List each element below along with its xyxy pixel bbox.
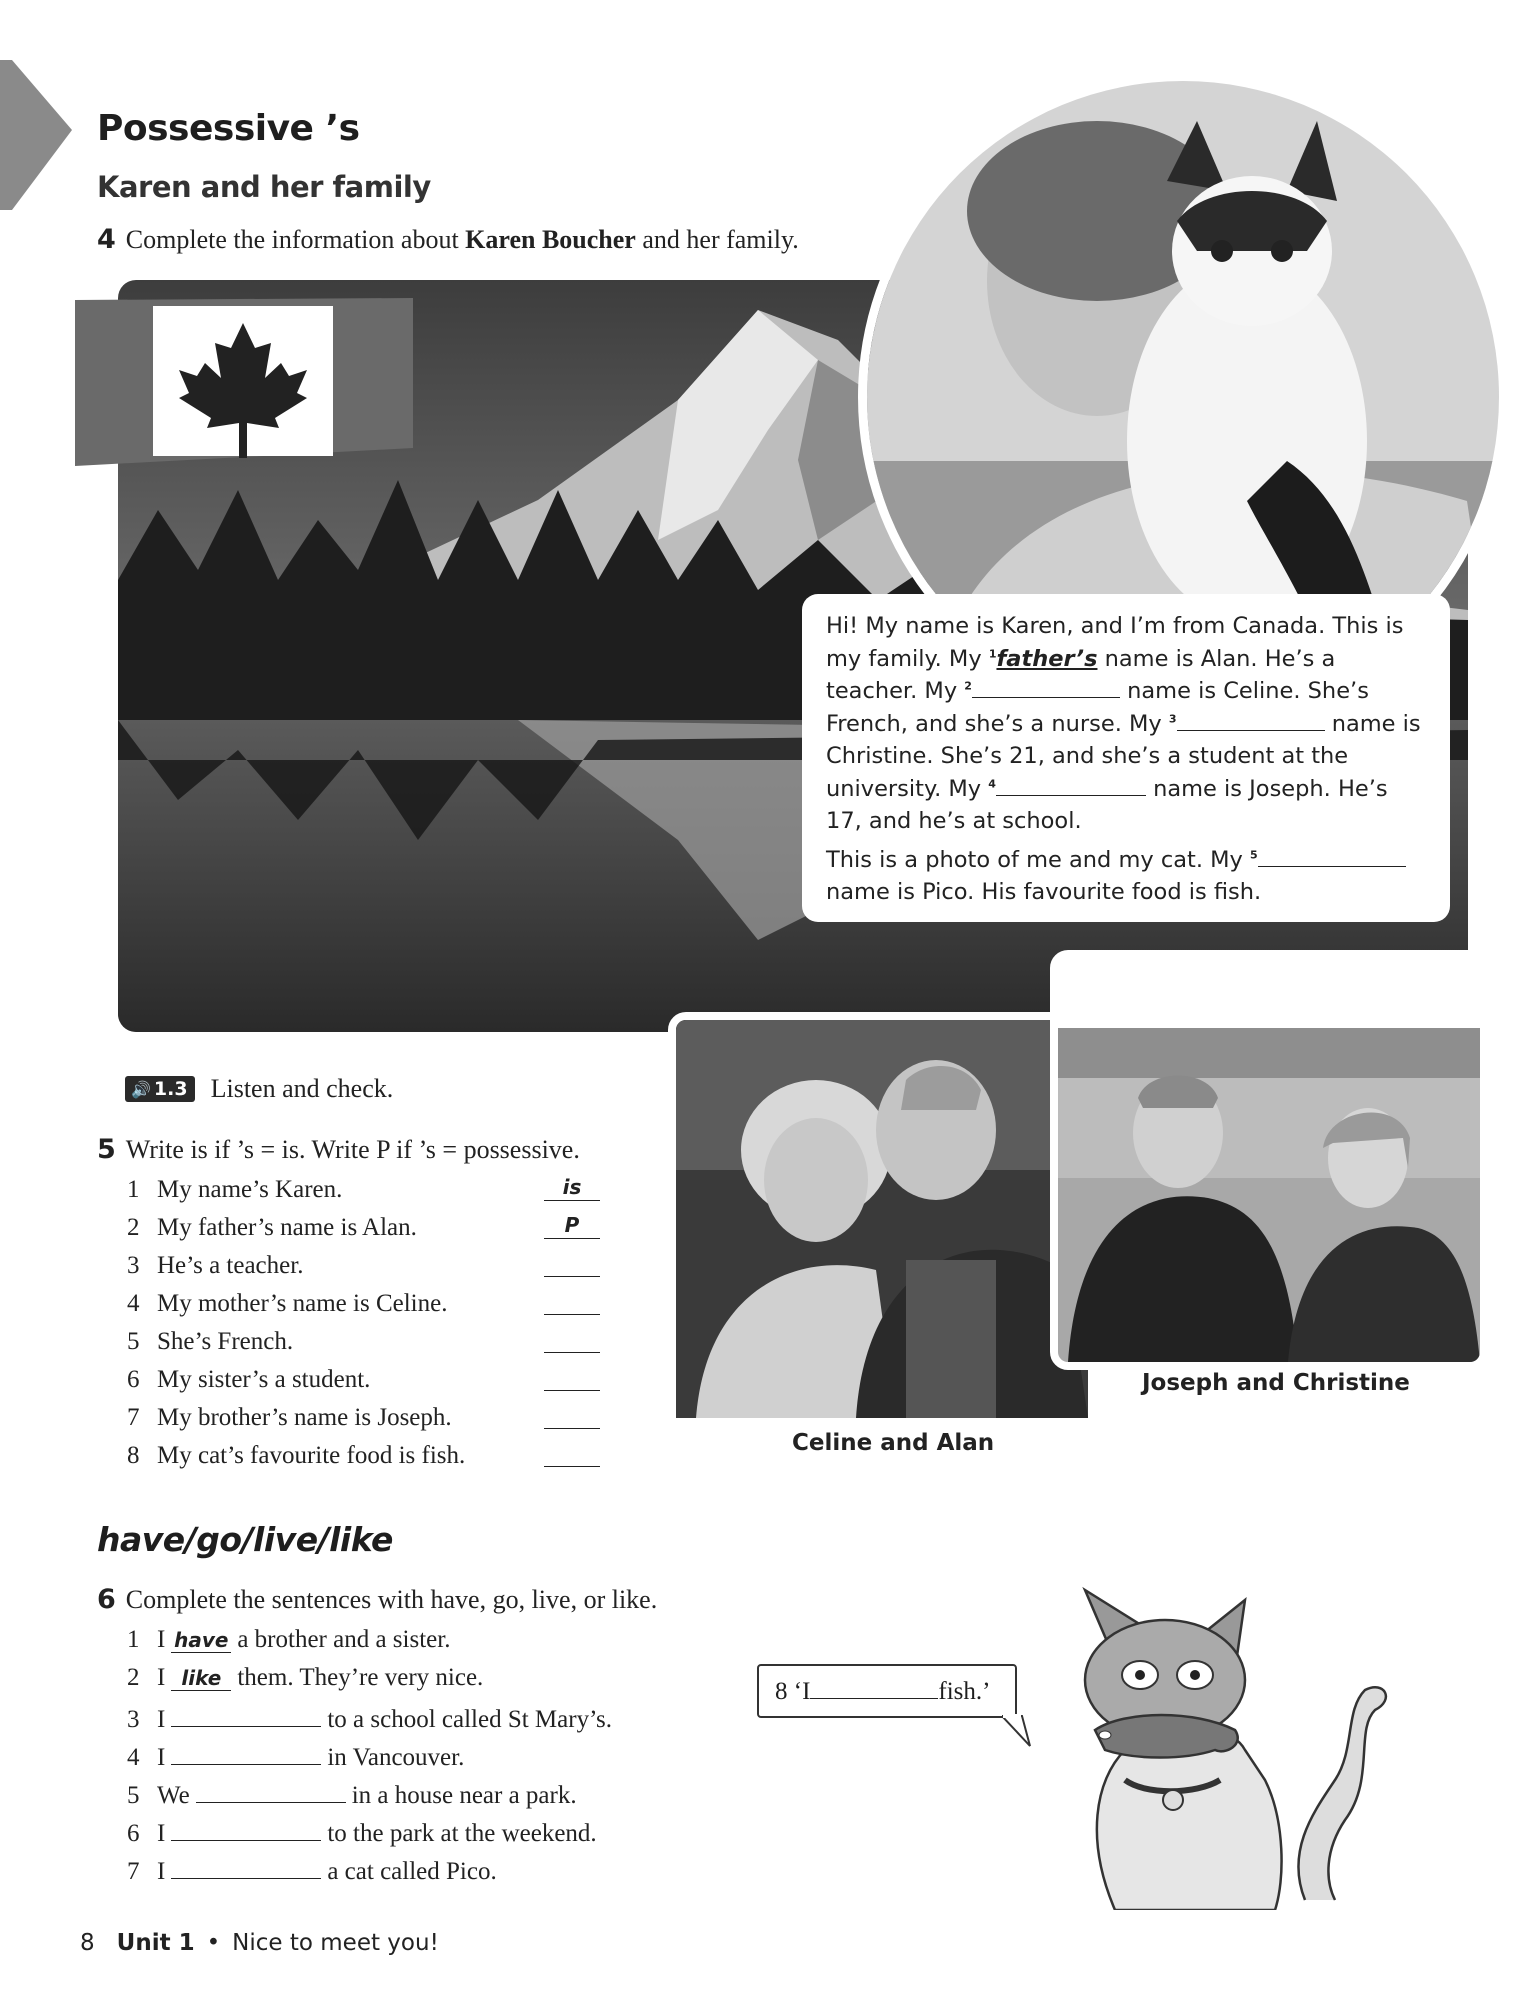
cartoon-cat-illustration [1045, 1580, 1405, 1910]
section-tab-arrow [0, 60, 72, 210]
listen-and-check: 🔊 1.3 Listen and check. [125, 1074, 393, 1104]
exercise-5-instruction: 5 Write is if ’s = is. Write P if ’s = possessive. [97, 1134, 580, 1165]
exercise-4-instruction: 4 Complete the information about Karen Boucher and her family. [97, 224, 799, 255]
exercise-number: 4 [97, 224, 116, 255]
exercise-5-item: 8 My cat’s favourite food is fish. [127, 1442, 465, 1480]
answer-blank[interactable]: P [544, 1212, 600, 1239]
celine-and-alan-photo [668, 1012, 1096, 1426]
exercise-5-item: 6 My sister’s a student. [127, 1366, 370, 1404]
page-title: Possessive ’s [97, 108, 360, 149]
exercise-6-item: 3 I to a school called St Mary’s. [127, 1702, 612, 1740]
blank-4[interactable] [996, 773, 1146, 796]
answer-blank[interactable] [544, 1440, 600, 1467]
section-subtitle: Karen and her family [97, 170, 431, 204]
answer-blank[interactable] [544, 1288, 600, 1315]
answer-blank[interactable] [544, 1326, 600, 1353]
speaker-icon: 🔊 [131, 1079, 151, 1099]
exercise-5-item: 4 My mother’s name is Celine. [127, 1290, 447, 1328]
blank-5[interactable] [1258, 844, 1406, 867]
bubble-blank[interactable] [810, 1674, 938, 1699]
exercise-6-item: 5 We in a house near a park. [127, 1778, 577, 1816]
section-title-have-go-live-like: have/go/live/like [97, 1520, 393, 1559]
exercise-6-item: 4 I in Vancouver. [127, 1740, 464, 1778]
page-footer: 8 Unit 1 • Nice to meet you! [80, 1930, 439, 1956]
exercise-6-item: 2 I like them. They’re very nice. [127, 1664, 484, 1691]
answer-blank[interactable]: is [544, 1174, 600, 1201]
exercise-6-instruction: 6 Complete the sentences with have, go, live, or like. [97, 1584, 658, 1615]
answer-blank[interactable]: have [171, 1628, 231, 1653]
blank-2[interactable] [972, 675, 1120, 698]
answer-blank[interactable] [196, 1778, 346, 1803]
exercise-5-item: 3 He’s a teacher. [127, 1252, 303, 1290]
answer-blank[interactable]: like [171, 1666, 231, 1691]
exercise-5-item: 7 My brother’s name is Joseph. [127, 1404, 452, 1442]
example-answer: father’s [996, 645, 1098, 672]
exercise-6-item: 7 I a cat called Pico. [127, 1854, 497, 1892]
answer-blank[interactable] [544, 1364, 600, 1391]
cat-paragraph: This is a photo of me and my cat. My $^5$ name is Pico. His favourite food is fish. [826, 844, 1428, 909]
cat-speech-bubble: 8 ‘I fish.’ [757, 1664, 1017, 1718]
canada-flag [75, 298, 413, 466]
unit-label: Unit 1 [116, 1930, 195, 1956]
unit-title: Nice to meet you! [232, 1930, 439, 1956]
bubble-tail [1002, 1714, 1032, 1748]
exercise-6-item: 1 I have a brother and a sister. [127, 1626, 451, 1653]
exercise-5-item: 1 My name’s Karen. is [127, 1176, 342, 1214]
blank-3[interactable] [1177, 708, 1325, 731]
caption-celine-alan: Celine and Alan [792, 1430, 995, 1456]
page-number: 8 [80, 1930, 95, 1956]
caption-joseph-christine: Joseph and Christine [1142, 1370, 1410, 1396]
answer-blank[interactable] [544, 1250, 600, 1277]
exercise-6-list [127, 1626, 727, 1896]
answer-blank[interactable] [171, 1816, 321, 1841]
answer-blank[interactable] [171, 1702, 321, 1727]
audio-track-badge[interactable]: 🔊 1.3 [125, 1076, 195, 1102]
answer-blank[interactable] [171, 1740, 321, 1765]
exercise-5-item: 2 My father’s name is Alan. P [127, 1214, 417, 1252]
answer-blank[interactable] [171, 1854, 321, 1879]
exercise-5-list [127, 1176, 607, 1486]
intro-paragraph: Hi! My name is Karen, and I’m from Canada. This is my family. My $^1$father’s name is Alan. He’s a teacher. My $^2$ name is Celine. She’s French, and she’s a nurse. My $^3$ name is Christine. She’s 21, and she’s a student at the university. My $^4$ name is Joseph. He’s 17, and he’s at school. [826, 613, 1421, 834]
karen-intro-textbox [802, 594, 1450, 922]
exercise-5-item: 5 She’s French. [127, 1328, 293, 1366]
exercise-6-item: 6 I to the park at the weekend. [127, 1816, 597, 1854]
answer-blank[interactable] [544, 1402, 600, 1429]
joseph-and-christine-photo [1050, 950, 1488, 1370]
